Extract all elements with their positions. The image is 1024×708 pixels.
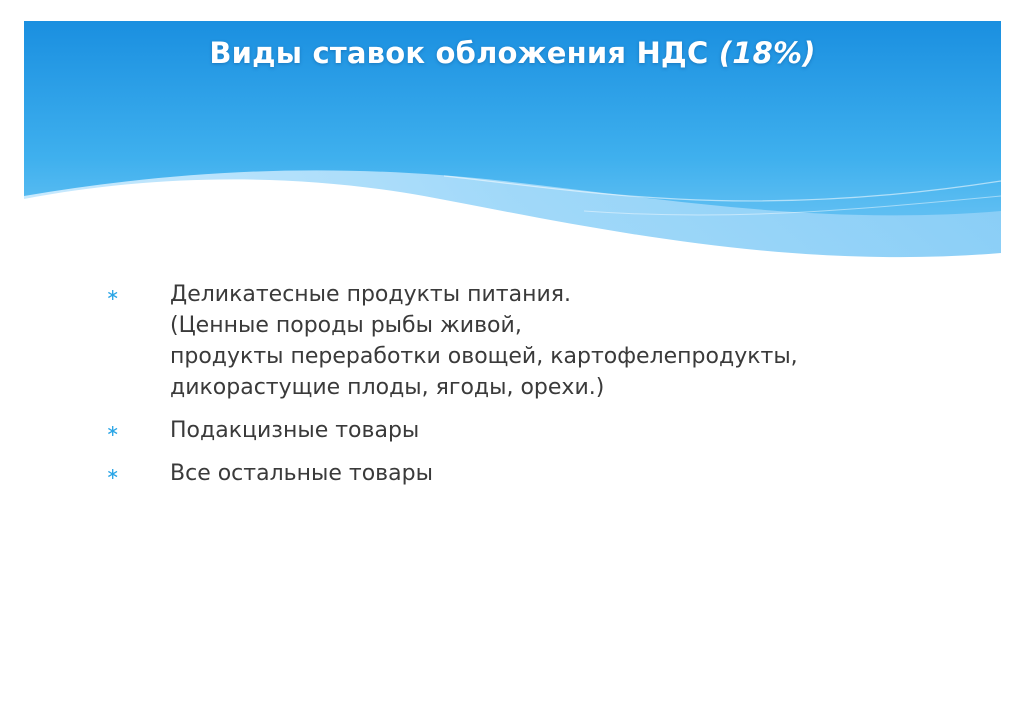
bullet-marker-icon: ∗ xyxy=(106,421,120,440)
bullet-line: Подакцизные товары xyxy=(170,418,420,443)
bullet-line: Деликатесные продукты питания. xyxy=(170,282,571,307)
slide-title-text: Виды ставок обложения НДС xyxy=(209,36,709,70)
bullet-list xyxy=(104,279,964,501)
bullet-item-excise-goods xyxy=(104,415,964,446)
bullet-item-delicacies xyxy=(104,279,964,403)
bullet-line: Все остальные товары xyxy=(170,461,433,486)
bullet-marker-icon: ∗ xyxy=(106,285,120,304)
bullet-marker-icon: ∗ xyxy=(106,464,120,483)
bullet-line: (Ценные породы рыбы живой, xyxy=(170,313,522,338)
bullet-line: дикорастущие плоды, ягоды, орехи.) xyxy=(170,375,605,400)
slide-title-rate: (18%) xyxy=(718,36,816,70)
slide-title xyxy=(24,33,1001,73)
bullet-line: продукты переработки овощей, картофелепродукты, xyxy=(170,344,798,369)
slide xyxy=(24,21,1001,687)
bullet-item-other-goods xyxy=(104,458,964,489)
